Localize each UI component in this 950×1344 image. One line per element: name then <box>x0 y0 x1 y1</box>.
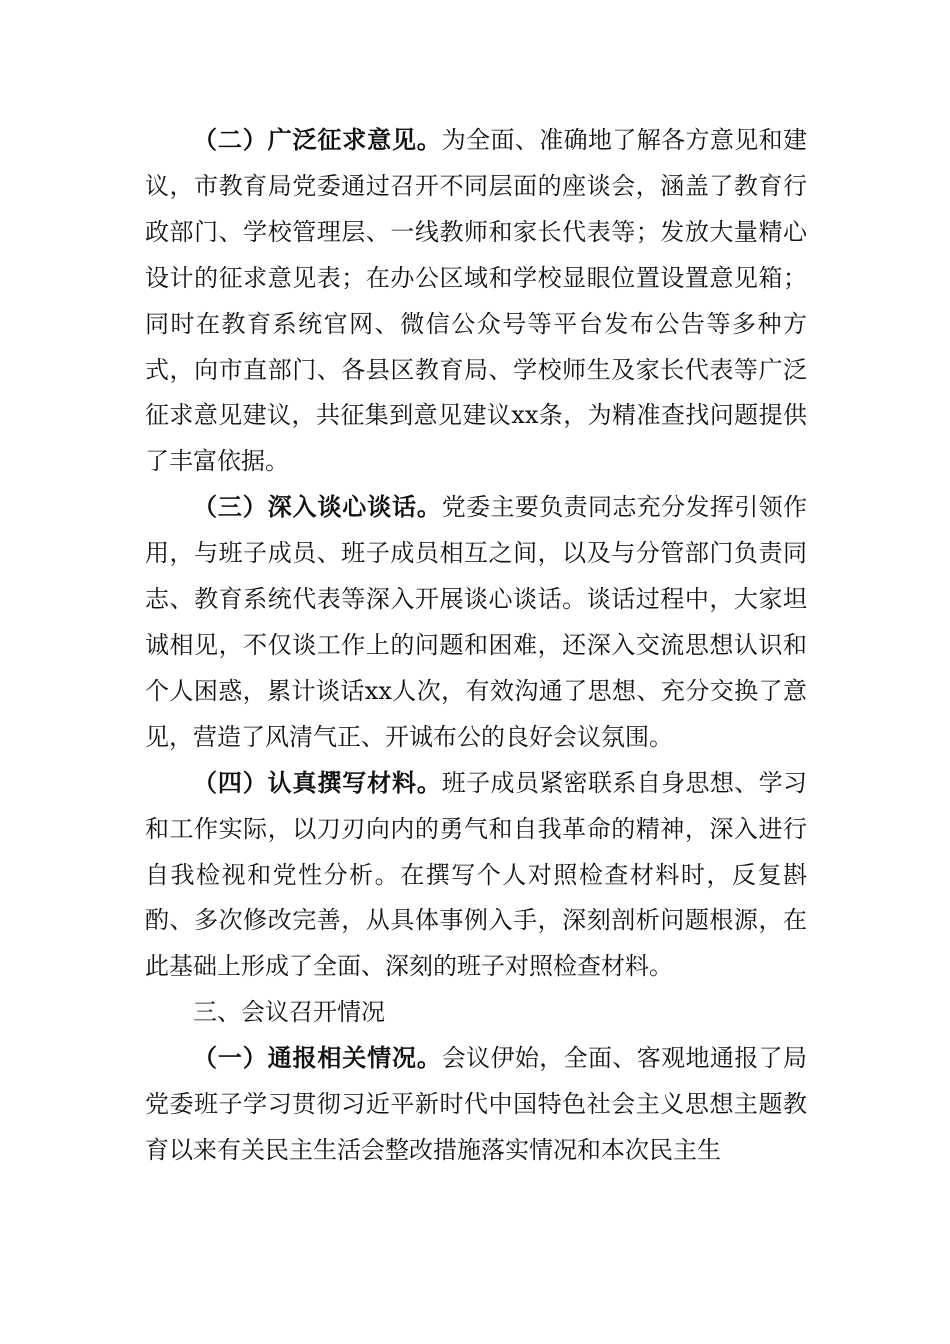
paragraph-lead: （三）深入谈心谈话。 <box>193 493 442 522</box>
paragraph-solicit-opinions <box>145 118 807 485</box>
paragraph-body: 为全面、准确地了解各方意见和建议，市教育局党委通过召开不同层面的座谈会，涵盖了教育行政部门、学校管理层、一线教师和家长代表等；发放大量精心设计的征求意见表；在办公区域和学校显眼位置设置意见箱；同时在教育系统官网、微信公众号等平台发布公告等多种方式，向市直部门、各县区教育局、学校师生及家长代表等广泛征求意见建议，共征集到意见建议xx条，为精准查找问题提供了丰富依据。 <box>145 126 807 476</box>
paragraph-body: 会议伊始，全面、客观地通报了局党委班子学习贯彻习近平新时代中国特色社会主义思想主题教育以来有关民主生活会整改措施落实情况和本次民主生 <box>145 1044 807 1164</box>
paragraph-heart-to-heart-talks <box>145 485 807 760</box>
paragraph-body: 党委主要负责同志充分发挥引领作用，与班子成员、班子成员相互之间，以及与分管部门负责同志、教育系统代表等深入开展谈心谈话。谈话过程中，大家坦诚相见，不仅谈工作上的问题和困难，还深入交流思想认识和个人困惑，累计谈话xx人次，有效沟通了思想、充分交换了意见，营造了风清气正、开诚布公的良好会议氛围。 <box>145 493 807 751</box>
document-body <box>145 118 807 1174</box>
paragraph-body: 班子成员紧密联系自身思想、学习和工作实际，以刀刃向内的勇气和自我革命的精神，深入进行自我检视和党性分析。在撰写个人对照检查材料时，反复斟酌、多次修改完善，从具体事例入手，深刻剖析问题根源，在此基础上形成了全面、深刻的班子对照检查材料。 <box>145 768 807 981</box>
paragraph-write-materials <box>145 761 807 991</box>
section-heading-meeting: 三、会议召开情况 <box>193 998 385 1027</box>
paragraph-report-situation <box>145 1036 807 1174</box>
paragraph-lead: （二）广泛征求意见。 <box>193 126 442 154</box>
paragraph-lead: （一）通报相关情况。 <box>193 1044 442 1073</box>
paragraph-lead: （四）认真撰写材料。 <box>193 768 442 797</box>
